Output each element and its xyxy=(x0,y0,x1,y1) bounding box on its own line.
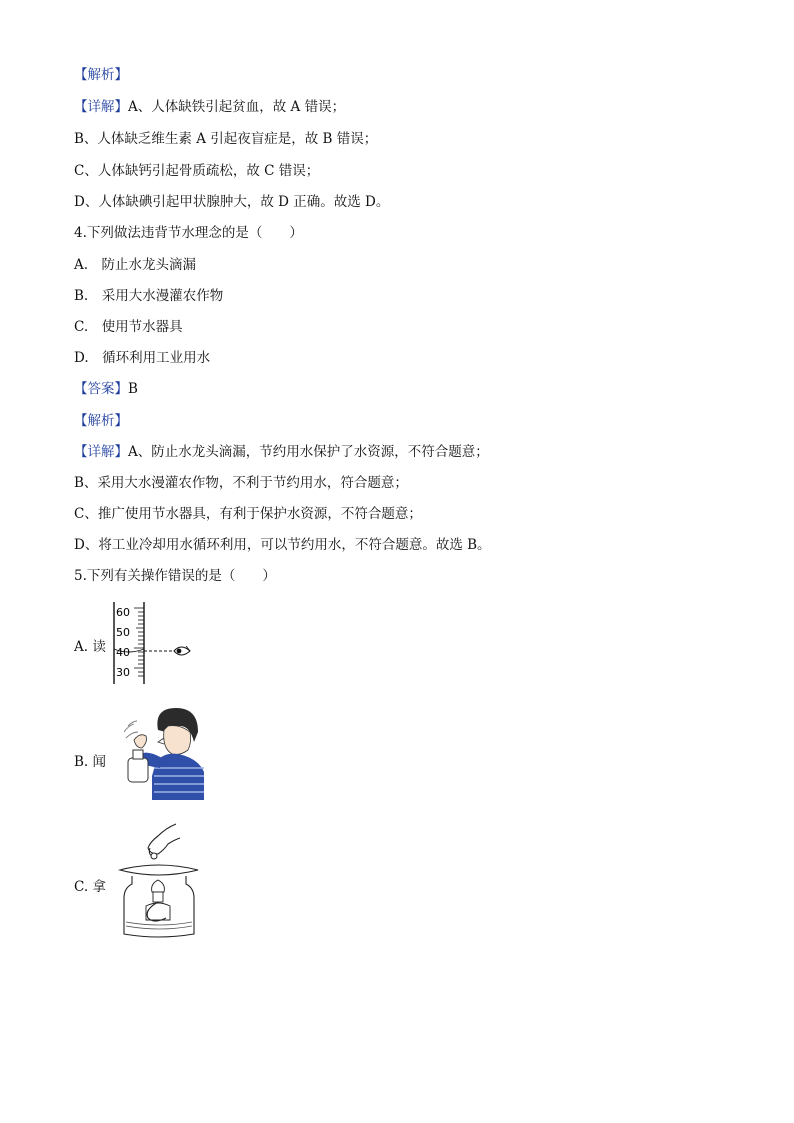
answer-line xyxy=(74,380,138,398)
analysis-line: B、采用大水漫灌农作物，不利于节约用水，符合题意； xyxy=(74,475,408,491)
detail-tag: 【详解】 xyxy=(74,444,128,460)
graduated-cylinder-figure xyxy=(108,600,200,688)
hand xyxy=(148,824,180,854)
analysis-line: D、将工业冷却用水循环利用，可以节约用水，不符合题意。故选 B。 xyxy=(74,537,491,553)
tick-label-40: 40 xyxy=(116,646,130,659)
detail-text: A、人体缺铁引起贫血，故 A 错误； xyxy=(128,99,346,115)
dish xyxy=(120,865,198,875)
q5-option-a-label: A. 读 xyxy=(74,639,106,655)
analysis-line: C、人体缺钙引起骨质疏松，故 C 错误； xyxy=(74,163,320,179)
detail-tag: 【详解】 xyxy=(74,99,128,115)
eye-icon xyxy=(174,646,190,655)
q5-option-b-label: B. 闻 xyxy=(74,754,107,770)
analysis-heading: 【解析】 xyxy=(74,413,128,429)
tick-label-30: 30 xyxy=(116,666,130,679)
analysis-heading: 【解析】 xyxy=(74,67,128,83)
q4-option-c: C. 使用节水器具 xyxy=(74,319,183,335)
smelling-figure xyxy=(118,702,210,802)
detail-line xyxy=(74,443,489,461)
hand xyxy=(134,735,147,748)
question-5: 5.下列有关操作错误的是（ ） xyxy=(74,568,276,584)
answer-tag: 【答案】 xyxy=(74,381,128,397)
face xyxy=(164,726,191,755)
question-4: 4.下列做法违背节水理念的是（ ） xyxy=(74,225,303,241)
lamp-figure xyxy=(114,822,204,940)
detail-line xyxy=(74,98,345,116)
q4-option-b: B. 采用大水漫灌农作物 xyxy=(74,288,224,304)
vapour-lines xyxy=(124,721,138,738)
tick-label-50: 50 xyxy=(116,626,130,639)
analysis-line: C、推广使用节水器具，有利于保护水资源，不符合题意； xyxy=(74,506,422,522)
detail-text: A、防止水龙头滴漏，节约用水保护了水资源，不符合题意； xyxy=(128,444,489,460)
q5-option-c-label: C. 拿 xyxy=(74,879,106,895)
analysis-line: B、人体缺乏维生素 A 引起夜盲症是，故 B 错误； xyxy=(74,131,378,147)
tick-label-60: 60 xyxy=(116,606,130,619)
q4-option-a: A. 防止水龙头滴漏 xyxy=(74,257,197,273)
q4-option-d: D. 循环利用工业用水 xyxy=(74,350,211,366)
answer-value: B xyxy=(128,381,138,397)
analysis-line: D、人体缺碘引起甲状腺肿大，故 D 正确。故选 D。 xyxy=(74,194,390,210)
